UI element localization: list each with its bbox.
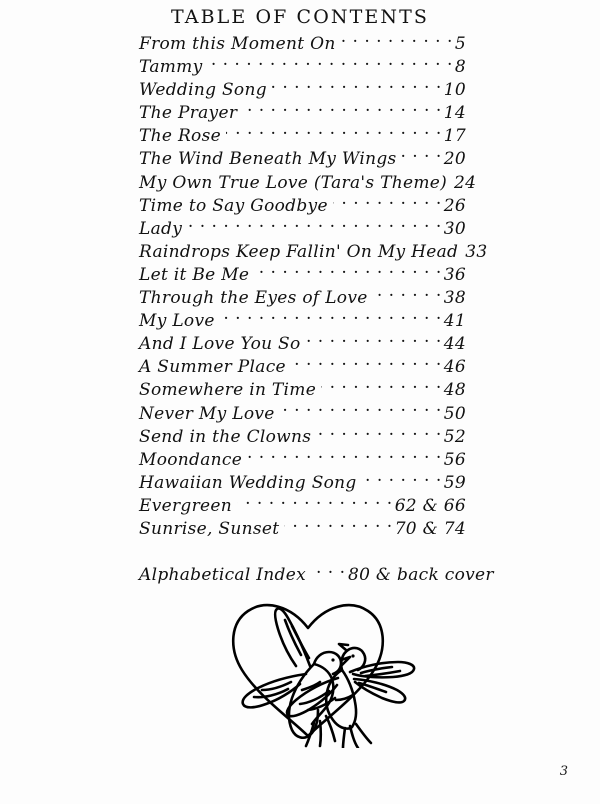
toc-entry[interactable] <box>139 124 466 147</box>
toc-entry-page-number: 8 <box>454 57 466 78</box>
toc-entry[interactable] <box>139 32 466 55</box>
toc-leader-dots <box>220 309 442 326</box>
toc-entry-page-number: 70 & 74 <box>394 518 466 539</box>
toc-entry-list <box>139 32 494 586</box>
toc-entry-page-number: 52 <box>443 426 466 447</box>
toc-entry-title: Time to Say Goodbye <box>139 195 328 216</box>
toc-entry[interactable] <box>139 309 466 332</box>
toc-entry-title: The Rose <box>139 126 221 147</box>
toc-leader-dots <box>362 471 442 488</box>
toc-leader-dots <box>341 32 453 49</box>
toc-entry-title: My Own True Love (Tara's Theme) <box>139 172 448 193</box>
toc-entry-title: Sunrise, Sunset <box>139 518 280 539</box>
toc-leader-dots <box>254 263 441 280</box>
toc-entry[interactable] <box>139 332 466 355</box>
toc-leader-dots <box>373 286 442 303</box>
toc-leader-dots <box>306 332 442 349</box>
toc-entry-title: Hawaiian Wedding Song <box>139 472 357 493</box>
toc-entry[interactable] <box>139 378 466 401</box>
toc-entry[interactable] <box>139 55 466 78</box>
toc-entry-title: Let it Be Me <box>139 264 250 285</box>
toc-entry-page-number: 17 <box>443 126 466 147</box>
toc-entry-title: Evergreen <box>139 495 232 516</box>
toc-entry[interactable] <box>139 78 466 101</box>
toc-leader-dots <box>237 494 393 511</box>
toc-entry-title: And I Love You So <box>139 334 301 355</box>
toc-entry-page-number: 14 <box>443 103 466 124</box>
toc-entry-page-number: 36 <box>443 264 466 285</box>
toc-leader-dots <box>402 147 442 164</box>
toc-entry-page-number: 5 <box>454 34 466 54</box>
toc-leader-dots <box>333 194 442 211</box>
toc-entry[interactable] <box>139 471 466 494</box>
toc-entry[interactable] <box>139 194 466 217</box>
toc-entry-title: Moondance <box>139 449 243 470</box>
toc-leader-dots <box>226 124 442 141</box>
toc-entry-page-number: 59 <box>443 472 466 493</box>
toc-entry[interactable] <box>139 101 466 124</box>
toc-entry-title: Send in the Clowns <box>139 426 312 447</box>
toc-entry[interactable] <box>139 171 477 194</box>
toc-entry-title: Alphabetical Index <box>139 565 306 586</box>
toc-entry-title: Wedding Song <box>139 80 267 101</box>
toc-leader-dots <box>291 355 442 372</box>
toc-leader-dots <box>316 425 441 442</box>
toc-leader-dots <box>187 217 442 234</box>
toc-entry[interactable] <box>139 240 488 263</box>
toc-entry-page-number: 62 & 66 <box>394 495 466 516</box>
toc-leader-dots <box>280 402 442 419</box>
toc-entry-title: My Love <box>139 311 215 332</box>
toc-entry-page-number: 26 <box>443 195 466 216</box>
two-doves-and-heart-illustration <box>196 578 421 748</box>
toc-entry-page-number: 56 <box>443 449 466 470</box>
toc-entry[interactable] <box>139 286 466 309</box>
toc-entry[interactable] <box>139 494 466 517</box>
toc-entry-title: A Summer Place <box>139 357 286 378</box>
toc-entry-title: Tammy <box>139 57 203 78</box>
toc-entry-page-number: 33 <box>465 241 488 262</box>
toc-entry-title: Lady <box>139 218 183 239</box>
toc-entry[interactable] <box>139 448 466 471</box>
toc-entry-title: From this Moment On <box>139 34 336 54</box>
toc-entry-page-number: 80 & back cover <box>347 565 494 586</box>
toc-entry-title: The Prayer <box>139 103 238 124</box>
toc-leader-dots <box>272 78 442 95</box>
toc-entry-title: Through the Eyes of Love <box>139 288 368 309</box>
toc-entry[interactable] <box>139 263 466 286</box>
toc-entry[interactable] <box>139 425 466 448</box>
toc-leader-dots <box>284 517 392 534</box>
toc-entry-page-number: 38 <box>443 288 466 309</box>
toc-leader-dots <box>247 448 442 465</box>
toc-entry-title: Raindrops Keep Fallin' On My Head <box>139 241 459 262</box>
toc-entry[interactable] <box>139 217 466 240</box>
page-title: TABLE OF CONTENTS <box>171 6 429 28</box>
toc-entry-title: Somewhere in Time <box>139 380 317 401</box>
toc-entry-page-number: 48 <box>443 380 466 401</box>
toc-entry-page-number: 30 <box>443 218 466 239</box>
toc-entry[interactable] <box>139 355 466 378</box>
toc-leader-dots <box>321 378 442 395</box>
page-number: 3 <box>559 764 568 779</box>
toc-entry-page-number: 44 <box>443 334 466 355</box>
toc-entry-title: The Wind Beneath My Wings <box>139 149 397 170</box>
toc-leader-dots <box>242 101 442 118</box>
toc-entry-page-number: 41 <box>443 311 466 332</box>
toc-entry-page-number: 50 <box>443 403 466 424</box>
toc-entry[interactable] <box>139 517 466 540</box>
toc-entry-page-number: 46 <box>443 357 466 378</box>
toc-leader-dots <box>208 55 453 72</box>
toc-entry-title: Never My Love <box>139 403 275 424</box>
toc-entry-page-number: 24 <box>454 172 477 193</box>
toc-entry[interactable] <box>139 147 466 170</box>
toc-entry-page-number: 10 <box>443 80 466 101</box>
toc-entry[interactable] <box>139 402 466 425</box>
toc-entry-page-number: 20 <box>443 149 466 170</box>
